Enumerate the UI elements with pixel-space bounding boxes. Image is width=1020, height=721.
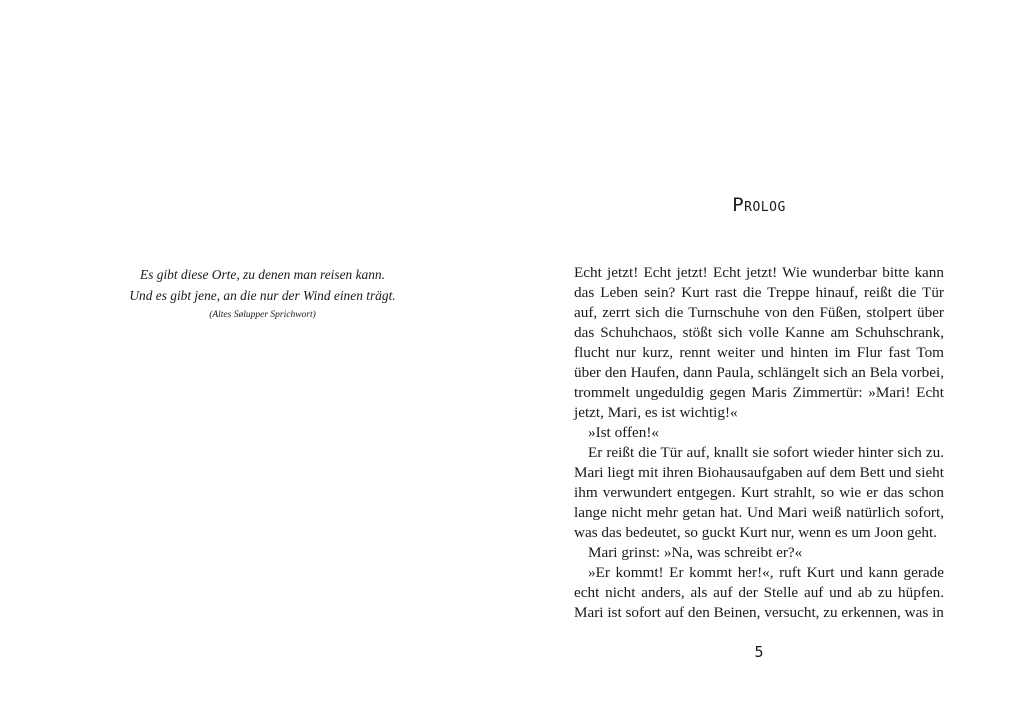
paragraph: Mari grinst: »Na, was schreibt er?« <box>588 544 803 561</box>
epigraph-source: (Altes Sølupper Sprichwort) <box>209 310 316 320</box>
epigraph-line-2: Und es gibt jene, an die nur der Wind einen trägt. <box>129 288 396 303</box>
epigraph-line-1: Es gibt diese Orte, zu denen man reisen kann. <box>140 267 385 282</box>
body-text <box>574 263 944 623</box>
page-number: 5 <box>754 643 764 661</box>
paragraph: Echt jetzt! Echt jetzt! Echt jetzt! Wie wunderbar bitte kann das Leben sein? Kurt rast die Treppe hinauf, reißt die Tür auf, zerrt sich die Turnschuhe von den Füßen, stolpert über das Schuhchaos, stößt sich volle Kanne am Schuhschrank, flucht nur kurz, rennt weiter und hinten im Flur fast Tom über den Haufen, dann Paula, schlängelt sich an Bela vorbei, trommelt ungeduldig gegen Maris Zimmertür: »Mari! Echt jetzt, Mari, es ist wichtig!« <box>574 264 944 421</box>
paragraph: »Ist offen!« <box>588 424 659 441</box>
chapter-title: Prolog <box>732 194 786 216</box>
epigraph <box>100 264 425 323</box>
right-page <box>510 0 1020 721</box>
paragraph: Er reißt die Tür auf, knallt sie sofort wieder hinter sich zu. Mari liegt mit ihren Biohausaufgaben auf dem Bett und sieht ihm verwundert entgegen. Kurt strahlt, so wie er das schon lange nicht mehr getan hat. Und Mari weiß natürlich sofort, was das bedeutet, so guckt Kurt nur, wenn es um Joon geht. <box>574 444 944 541</box>
paragraph: »Er kommt! Er kommt her!«, ruft Kurt und kann gerade echt nicht anders, als auf der Stelle auf und ab zu hüpfen. Mari ist sofort auf den Beinen, versucht, zu erkennen, was in <box>574 564 944 621</box>
